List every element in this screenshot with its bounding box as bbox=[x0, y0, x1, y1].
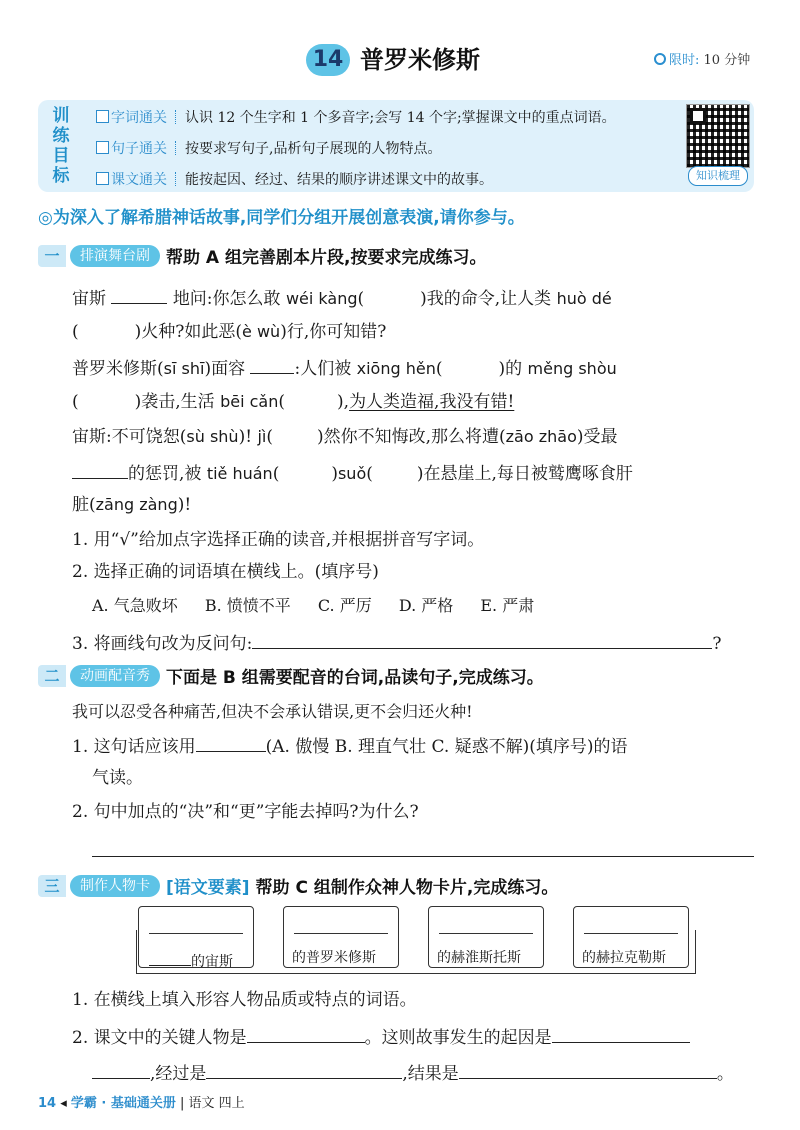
option: B. 愤愤不平 bbox=[204, 596, 291, 615]
blank[interactable] bbox=[111, 285, 167, 304]
blank[interactable] bbox=[552, 1024, 690, 1043]
option: A. 气急败坏 bbox=[92, 596, 178, 615]
qr-code-icon[interactable] bbox=[686, 104, 750, 168]
blank[interactable] bbox=[149, 933, 243, 934]
option: E. 严肃 bbox=[480, 596, 535, 615]
clock-icon bbox=[654, 53, 666, 65]
section-1-header: 一 排演舞台剧 帮助 A 组完善剧本片段,按要求完成练习。 bbox=[38, 243, 486, 267]
option: C. 严厉 bbox=[317, 596, 372, 615]
lesson-number: 14 bbox=[306, 44, 350, 76]
page-title: 普罗米修斯 bbox=[360, 46, 480, 74]
blank[interactable] bbox=[294, 933, 388, 934]
character-card: 的赫淮斯托斯 bbox=[428, 906, 544, 968]
checkbox-icon bbox=[96, 110, 109, 123]
script-line-6: 的惩罚,被 tiě huán( )suǒ( )在悬崖上,每日被鹫鹰啄食肝 bbox=[72, 460, 633, 486]
character-card: 的赫拉克勒斯 bbox=[573, 906, 689, 968]
goal-row: 句子通关 按要求写句子,品析句子展现的人物特点。 bbox=[96, 139, 441, 159]
time-limit: 限时: 10 分钟 bbox=[654, 52, 750, 70]
blank[interactable] bbox=[439, 933, 533, 934]
script-line-5: 宙斯:不可饶恕(sù shù)! jì( )然你不知悔改,那么将遭(zāo zhāo)受最 bbox=[72, 427, 618, 447]
script-line-4: ( )袭击,生活 bēi cǎn( ),为人类造福,我没有错! bbox=[72, 392, 515, 412]
goal-row: 字词通关 认识 12 个生字和 1 个多音字;会写 14 个字;掌握课文中的重点词语。 bbox=[96, 108, 616, 128]
checkbox-icon bbox=[96, 172, 109, 185]
blank[interactable] bbox=[247, 1024, 365, 1043]
footer: 14 ◂ 学霸 · 基础通关册 | 语文 四上 bbox=[38, 1096, 245, 1111]
intro-text: ◎为深入了解希腊神话故事,同学们分组开展创意表演,请你参与。 bbox=[38, 208, 525, 228]
script-line-2: ( )火种?如此恶(è wù)行,你可知错? bbox=[72, 322, 387, 342]
blank[interactable] bbox=[206, 1060, 402, 1079]
underlined-sentence: 为人类造福,我没有错! bbox=[349, 392, 515, 412]
goal-row: 课文通关 能按起因、经过、结果的顺序讲述课文中的故事。 bbox=[96, 170, 493, 190]
script-line-3: 普罗米修斯(sī shī)面容 :人们被 xiōng hěn( )的 měng shòu bbox=[72, 355, 617, 381]
script-line-1: 宙斯 地问:你怎么敢 wéi kàng( )我的命令,让人类 huò dé bbox=[72, 285, 612, 311]
question-3-1: 1. 在横线上填入形容人物品质或特点的词语。 bbox=[72, 990, 417, 1010]
goals-label: 训练目标 bbox=[52, 106, 70, 186]
answer-line[interactable] bbox=[92, 856, 754, 857]
qr-label: 知识梳理 bbox=[688, 166, 748, 186]
question-1-3: 3. 将画线句改为反问句: ? bbox=[72, 630, 721, 656]
options-row bbox=[92, 594, 556, 618]
blank[interactable] bbox=[72, 460, 128, 479]
question-3-2-cont: ,经过是 ,结果是 。 bbox=[92, 1060, 734, 1086]
section-2-header: 二 动画配音秀 下面是 B 组需要配音的台词,品读句子,完成练习。 bbox=[38, 663, 544, 687]
blank[interactable] bbox=[92, 1060, 150, 1079]
question-1-1: 1. 用“√”给加点字选择正确的读音,并根据拼音写字词。 bbox=[72, 530, 485, 550]
question-2-1: 1. 这句话应该用 (A. 傲慢 B. 理直气壮 C. 疑惑不解)(填序号)的语 bbox=[72, 733, 628, 759]
dubbing-line: 我可以忍受各种痛苦,但决不会承认错误,更不会归还火种! bbox=[72, 702, 473, 721]
answer-line[interactable] bbox=[252, 630, 712, 649]
blank[interactable] bbox=[250, 355, 294, 374]
question-2-1-cont: 气读。 bbox=[92, 768, 143, 788]
script-line-7: 脏(zāng zàng)! bbox=[72, 495, 192, 515]
question-3-2: 2. 课文中的关键人物是 。这则故事发生的起因是 bbox=[72, 1024, 690, 1050]
section-3-header: 三 制作人物卡 [语文要素] 帮助 C 组制作众神人物卡片,完成练习。 bbox=[38, 873, 558, 897]
blank[interactable] bbox=[459, 1060, 717, 1079]
checkbox-icon bbox=[96, 141, 109, 154]
character-card: 的普罗米修斯 bbox=[283, 906, 399, 968]
blank[interactable] bbox=[149, 947, 191, 966]
question-2-2: 2. 句中加点的“决”和“更”字能去掉吗?为什么? bbox=[72, 802, 419, 822]
option: D. 严格 bbox=[398, 596, 454, 615]
character-card: 的宙斯 bbox=[138, 906, 254, 968]
blank[interactable] bbox=[196, 733, 266, 752]
question-1-2: 2. 选择正确的词语填在横线上。(填序号) bbox=[72, 562, 379, 582]
blank[interactable] bbox=[584, 933, 678, 934]
